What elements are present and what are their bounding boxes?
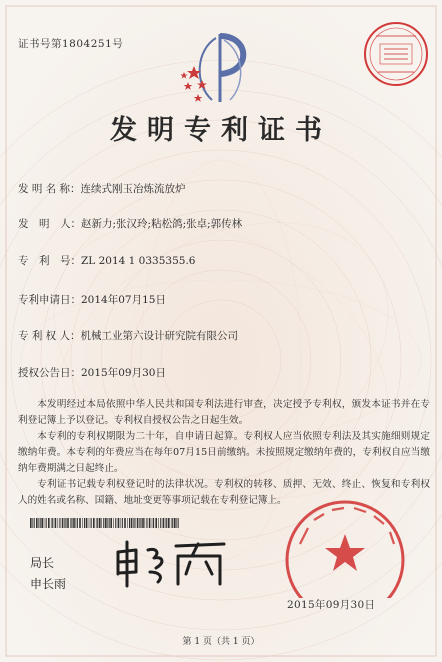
field-value: 机械工业第六设计研究院有限公司 (80, 330, 239, 342)
field-application-date (18, 292, 166, 307)
barcode (30, 518, 180, 528)
field-value: 2014年07月15日 (81, 294, 166, 306)
agent-seal-stamp (362, 20, 430, 88)
field-invention-name (18, 181, 186, 196)
field-label: 专利申请日： (18, 294, 81, 306)
body-paragraph: 专利证书记载专利权登记时的法律状况。专利权的转移、质押、无效、终止、恢复和专利权人的姓名或名称、国籍、地址变更等事项记载在专利登记簿上。 (18, 479, 430, 506)
chief-name: 申长雨 (30, 577, 67, 591)
field-value: 连续式刚玉冶炼流放炉 (80, 183, 186, 195)
field-label: 授权公告日： (18, 367, 81, 379)
page-number: 第 1 页（共 1 页） (182, 637, 260, 647)
field-patentee (18, 328, 238, 343)
body-paragraph: 本专利的专利权期限为二十年，自申请日起算。专利权人应当依照专利法及其实施细则规定缴纳年费。本专利的年费应当在每年07月15日前缴纳。未按照规定缴纳年费的，专利权自应当缴纳年费期满之日起终止。 (18, 431, 430, 474)
certificate-title: 发明专利证书 (110, 115, 332, 146)
office-seal-stamp (270, 498, 420, 598)
chief-title: 局长 (30, 556, 55, 570)
field-value: ZL 2014 1 0335355.6 (81, 255, 196, 267)
signature (112, 538, 232, 590)
field-value: 2015年09月30日 (81, 367, 166, 379)
seal-date: 2015年09月30日 (287, 599, 376, 611)
field-value: 赵新力;张汉玲;粘松鸽;张卓;郭传林 (81, 218, 243, 230)
body-paragraph: 本发明经过本局依照中华人民共和国专利法进行审查，决定授予专利权，颁发本证书并在专利登记簿上予以登记。专利权自授权公告之日起生效。 (18, 399, 430, 426)
certificate-body (18, 397, 430, 509)
certificate-number: 证书号第1804251号 (18, 38, 124, 50)
field-label: 发 明 名 称： (18, 183, 81, 195)
field-label: 专 利 号： (18, 255, 81, 267)
field-label: 专 利 权 人： (18, 330, 81, 342)
patent-office-logo (172, 28, 268, 108)
field-inventors (18, 216, 242, 231)
field-patent-number (18, 253, 195, 268)
field-grant-date (18, 365, 166, 380)
field-label: 发 明 人： (18, 218, 81, 230)
